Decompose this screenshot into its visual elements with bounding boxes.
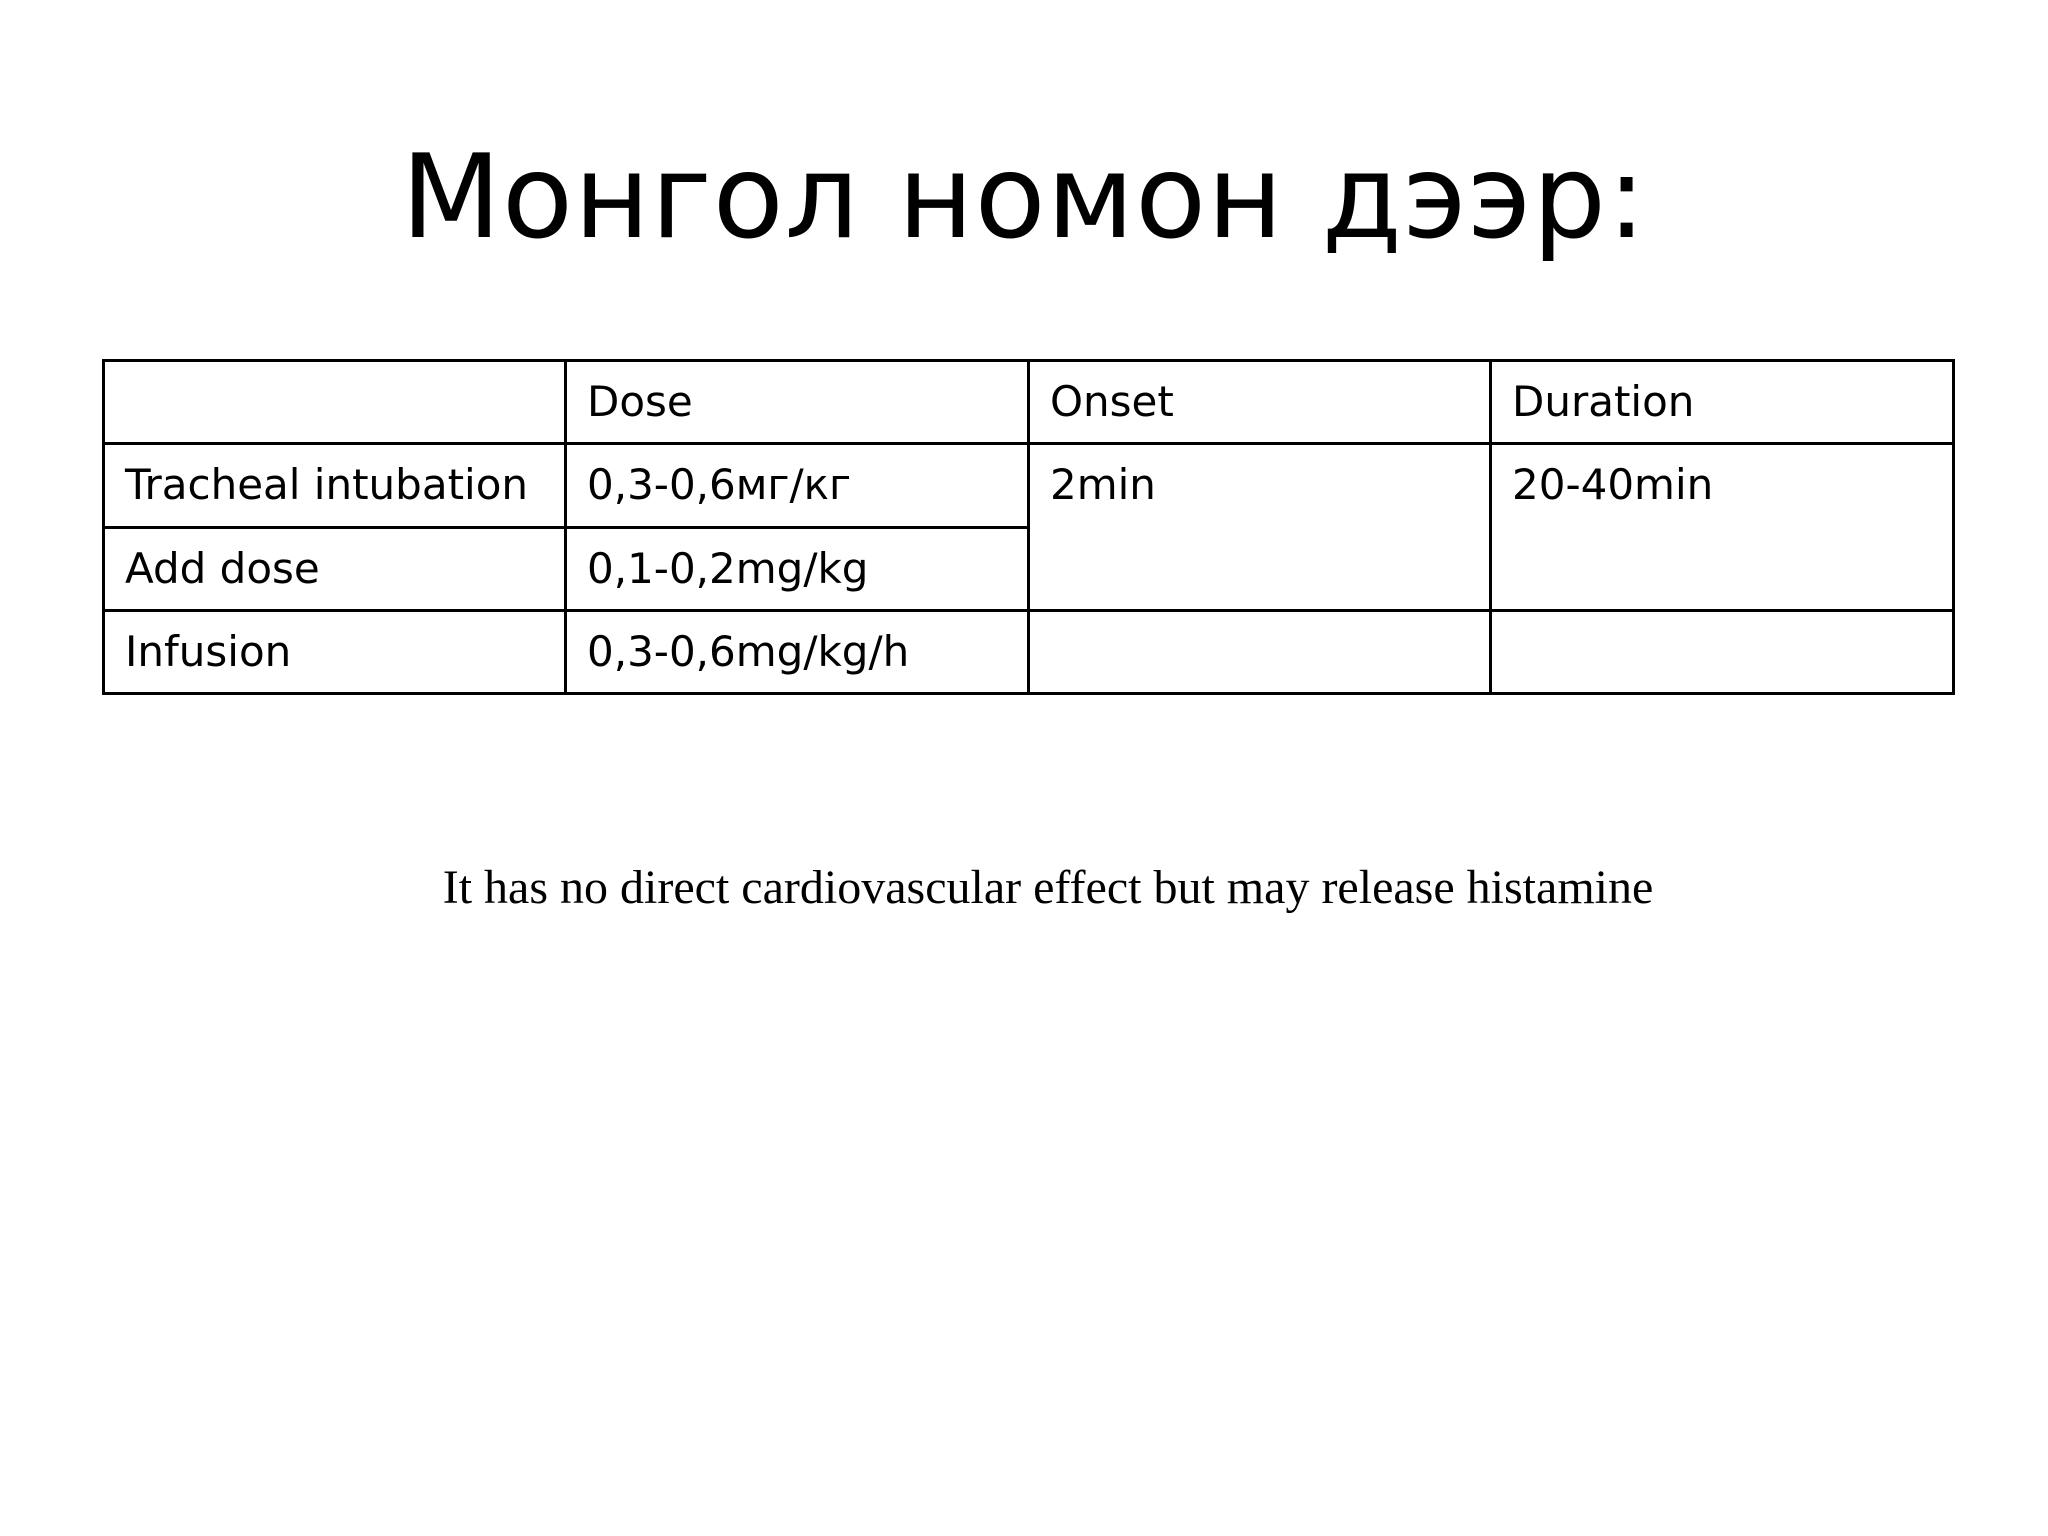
table-header-row	[104, 361, 1954, 444]
slide-note: It has no direct cardiovascular effect but may release histamine	[442, 861, 1654, 914]
dose-table	[102, 359, 1955, 695]
row-label-add-dose: Add dose	[104, 527, 566, 610]
cell-duration-infusion	[1491, 610, 1954, 693]
cell-onset-merged: 2min	[1029, 444, 1491, 611]
header-cell-onset: Onset	[1029, 361, 1491, 444]
cell-onset-infusion	[1029, 610, 1491, 693]
cell-dose-infusion: 0,3-0,6mg/kg/h	[566, 610, 1029, 693]
row-label-infusion: Infusion	[104, 610, 566, 693]
slide-title: Монгол номон дээр:	[400, 130, 1648, 265]
cell-dose-tracheal-intubation: 0,3-0,6мг/кг	[566, 444, 1029, 527]
header-cell-empty	[104, 361, 566, 444]
table-row	[104, 610, 1954, 693]
table-row	[104, 444, 1954, 527]
header-cell-dose: Dose	[566, 361, 1029, 444]
cell-dose-add-dose: 0,1-0,2mg/kg	[566, 527, 1029, 610]
header-cell-duration: Duration	[1491, 361, 1954, 444]
cell-duration-merged: 20-40min	[1491, 444, 1954, 611]
row-label-tracheal-intubation: Tracheal intubation	[104, 444, 566, 527]
